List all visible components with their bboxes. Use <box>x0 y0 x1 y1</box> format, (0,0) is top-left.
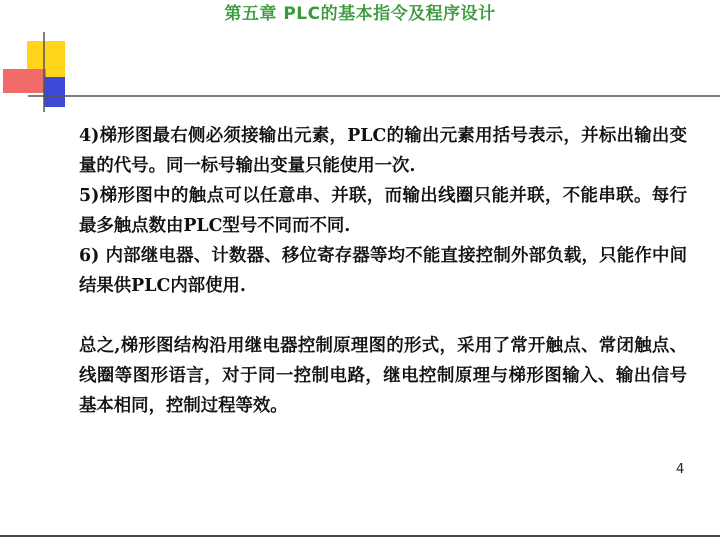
paragraph-output-rule: 4)梯形图最右侧必须接输出元素，PLC的输出元素用括号表示，并标出输出变量的代号。同一标号输出变量只能使用一次. <box>79 126 687 176</box>
paragraph-internal-relay-rule: 6) 内部继电器、计数器、移位寄存器等均不能直接控制外部负载，只能作中间结果供PLC内部使用. <box>79 246 687 296</box>
slide-body <box>79 121 687 421</box>
deco-blue-square <box>44 77 65 107</box>
paragraph-contact-rule: 5)梯形图中的触点可以任意串、并联，而输出线圈只能并联，不能串联。每行最多触点数由PLC型号不同而不同. <box>79 186 687 236</box>
slide-title: 第五章 PLC的基本指令及程序设计 <box>224 4 496 24</box>
footer-rule <box>0 535 720 537</box>
deco-red-square <box>3 69 46 93</box>
deco-yellow-square <box>27 41 65 78</box>
paragraph-summary: 总之,梯形图结构沿用继电器控制原理图的形式，采用了常开触点、常闭触点、线圈等图形语言，对于同一控制电路，继电控制原理与梯形图输入、输出信号基本相同，控制过程等效。 <box>79 336 687 416</box>
page-number: 4 <box>676 462 685 477</box>
